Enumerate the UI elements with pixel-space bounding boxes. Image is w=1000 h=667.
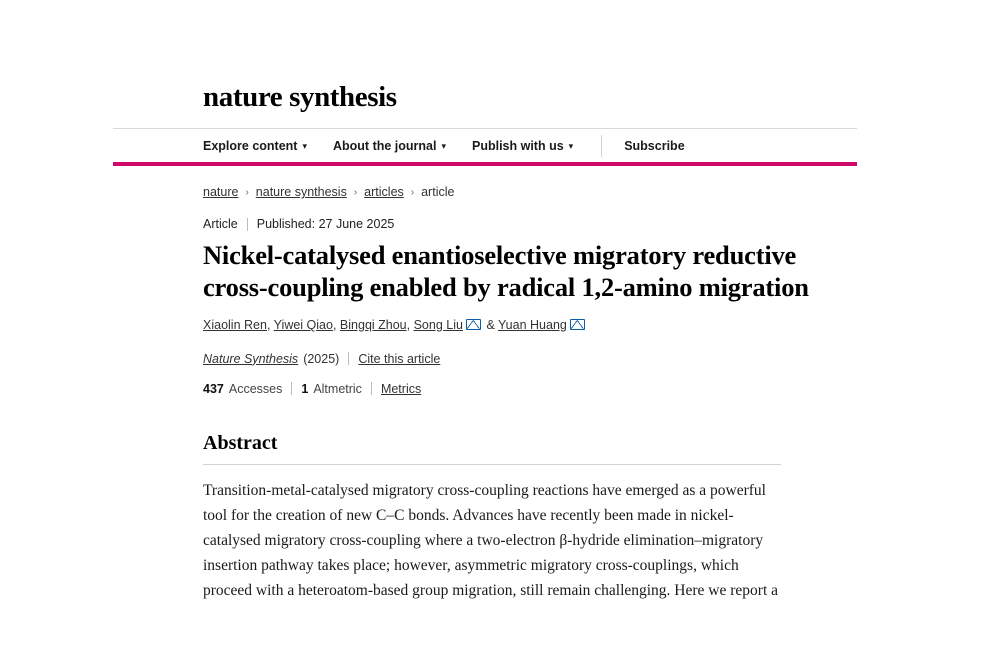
breadcrumb-item-nature[interactable]: nature [203,185,239,200]
article-metrics [113,366,857,396]
altmetric-count: 1 [301,381,309,396]
email-icon[interactable] [466,319,481,330]
email-icon[interactable] [570,319,585,330]
chevron-down-icon: ▾ [441,141,446,152]
author-link[interactable]: Yiwei Qiao [273,317,333,332]
chevron-down-icon: ▾ [302,141,307,152]
author-separator: , [266,317,274,332]
author-link[interactable]: Yuan Huang [498,317,567,332]
chevron-down-icon: ▾ [568,141,574,152]
author-link[interactable]: Song Liu [413,317,463,332]
article-meta [113,199,857,231]
author-link[interactable]: Xiaolin Ren [203,317,267,332]
meta-divider [348,352,349,365]
breadcrumb-item-article: article [421,185,455,200]
nav-label: Subscribe [624,138,685,153]
breadcrumb-item-nature-synthesis[interactable]: nature synthesis [255,185,347,200]
nav-item-about-the-journal[interactable] [333,139,446,153]
author-list [113,303,857,335]
author-conjunction: & [486,317,495,332]
accesses-count: 437 [203,381,224,396]
breadcrumb-item-articles[interactable]: articles [364,185,404,200]
metrics-link[interactable]: Metrics [380,381,422,396]
nav-label: About the journal [333,138,437,153]
breadcrumb [113,166,857,199]
nav-item-explore-content[interactable] [203,139,307,153]
section-divider [203,464,781,465]
meta-divider [247,218,248,231]
nav-label: Explore content [203,138,298,153]
altmetric-label: Altmetric [313,381,362,396]
nav-label: Publish with us [472,138,564,153]
author-separator: , [406,317,414,332]
nav-divider [601,135,602,157]
meta-divider [371,382,372,395]
chevron-right-icon: › [245,186,249,198]
author-link[interactable]: Bingqi Zhou [339,317,407,332]
main-navigation [113,128,857,166]
nav-item-subscribe[interactable] [624,139,684,153]
page-title: Nickel-catalysed enantioselective migratory reductive cross-coupling enabled by radical 1,2-amino migration [203,240,809,302]
chevron-right-icon: › [353,186,358,198]
article-type: Article [203,217,238,232]
journal-citation [113,335,857,366]
cite-this-article-link[interactable]: Cite this article [358,351,441,366]
journal-name-link[interactable]: Nature Synthesis [203,351,299,366]
abstract-heading: Abstract [203,431,278,454]
author-separator: , [332,317,340,332]
journal-year: (2025) [303,351,340,366]
article-published-date: Published: 27 June 2025 [256,217,395,232]
nav-item-publish-with-us[interactable] [472,139,573,153]
abstract-text: Transition-metal-catalysed migratory cross-coupling reactions have emerged as a powerful tool for the creation of new C–C bonds. Advances have recently been made in nickel-catalysed migratory cross-coupling where a two-electron β-hydride elimination–migratory insertion pathway takes place; however, asymmetric migratory cross-couplings, which proceed with a heteroatom-based group migration, still remain challenging. Here we report a [203,481,779,600]
journal-masthead[interactable]: nature synthesis [203,81,397,113]
accesses-label: Accesses [228,381,283,396]
article-page [113,60,857,603]
meta-divider [291,382,292,395]
chevron-right-icon: › [410,186,415,198]
